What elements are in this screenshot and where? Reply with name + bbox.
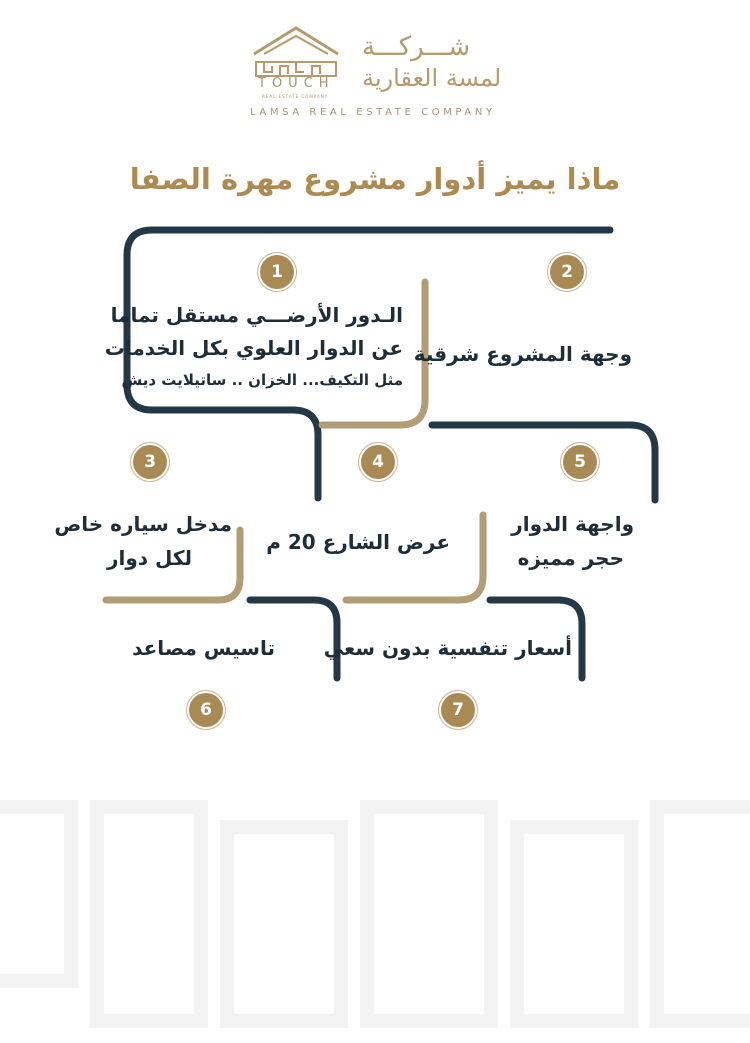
logo-arabic-line1: شـــركـــة: [362, 32, 471, 62]
feature-6-text: تاسيس مصاعد: [132, 636, 275, 660]
feature-number-5: 5: [563, 445, 597, 479]
feature-number-7: 7: [441, 693, 475, 727]
feature-1-line-2: عن الدوار العلوي بكل الخدمات: [104, 336, 403, 360]
feature-4-text: عرض الشارع 20 م: [266, 530, 450, 554]
logo-english-name: LAMSA REAL ESTATE COMPANY: [250, 107, 496, 118]
feature-3-line-1: مدخل سياره خاص: [54, 512, 232, 536]
feature-5-line-1: واجهة الدوار: [511, 512, 634, 536]
feature-1-line-1: الـدور الأرضـــي مستقل تماما: [110, 303, 403, 327]
feature-number-3: 3: [133, 445, 167, 479]
feature-number-1: 1: [260, 255, 294, 289]
feature-2-text: وجهة المشروع شرقية: [413, 342, 632, 366]
feature-7-text: أسعار تنفسية بدون سعي: [323, 636, 572, 660]
feature-number-6: 6: [189, 693, 223, 727]
logo-brand: TOUCH: [258, 76, 335, 91]
feature-number-2: 2: [550, 255, 584, 289]
feature-1-line-3: مثل التكيف... الخزان .. ساتيلايت ديش: [121, 371, 403, 389]
page-title: ماذا يميز أدوار مشروع مهرة الصفا: [129, 162, 621, 196]
logo-brand-sub: REAL ESTATE COMPANY: [262, 94, 329, 99]
logo-arabic-line2: لمسة العقارية: [362, 64, 502, 92]
feature-number-4: 4: [361, 445, 395, 479]
feature-5-line-2: حجر مميزه: [517, 546, 624, 570]
gold-line-3: [346, 515, 483, 600]
feature-3-line-2: لكل دوار: [106, 546, 192, 570]
navy-line-2: [432, 425, 655, 500]
